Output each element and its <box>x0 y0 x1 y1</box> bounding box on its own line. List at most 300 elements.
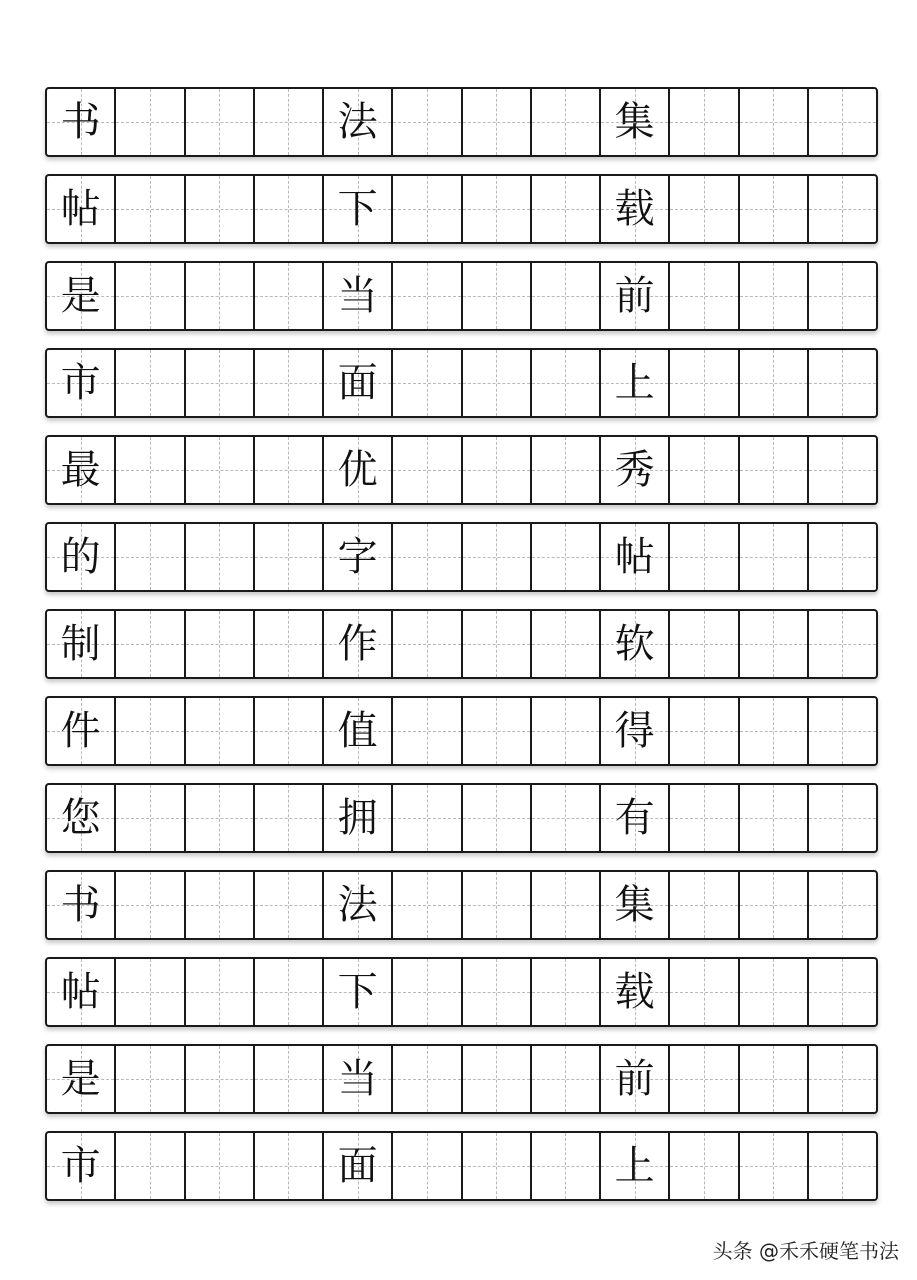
model-character <box>255 1133 322 1199</box>
model-character <box>186 263 253 329</box>
tian-grid-cell <box>809 611 876 677</box>
model-character: 值 <box>337 708 378 754</box>
model-character <box>670 611 737 677</box>
tian-grid-cell <box>601 959 670 1025</box>
tian-grid-cell <box>740 350 809 416</box>
model-character <box>740 263 807 329</box>
model-character <box>670 437 737 503</box>
tian-grid-cell <box>809 176 876 242</box>
tian-grid-cell <box>809 524 876 590</box>
model-character <box>670 785 737 851</box>
model-character <box>186 959 253 1025</box>
tian-grid-cell <box>809 1046 876 1112</box>
model-character <box>532 872 599 938</box>
tian-grid-cell <box>601 1046 670 1112</box>
tian-grid-cell <box>809 437 876 503</box>
model-character <box>809 698 876 764</box>
practice-row <box>45 261 878 331</box>
tian-grid-cell <box>670 350 739 416</box>
tian-grid-cell <box>255 437 324 503</box>
model-character: 帖 <box>60 969 101 1015</box>
tian-grid-cell <box>601 611 670 677</box>
model-character <box>393 1133 460 1199</box>
tian-grid-cell <box>532 263 601 329</box>
tian-grid-cell <box>324 611 393 677</box>
tian-grid-cell <box>393 959 462 1025</box>
model-character: 书 <box>60 882 101 928</box>
tian-grid-cell <box>532 524 601 590</box>
tian-grid-cell <box>393 1046 462 1112</box>
model-character <box>393 959 460 1025</box>
tian-grid-cell <box>324 437 393 503</box>
tian-grid-cell <box>740 437 809 503</box>
tian-grid-cell <box>186 350 255 416</box>
tian-grid-cell <box>324 263 393 329</box>
tian-grid-cell <box>532 698 601 764</box>
model-character <box>255 263 322 329</box>
tian-grid-cell <box>601 1133 670 1199</box>
model-character <box>463 959 530 1025</box>
model-character: 当 <box>337 273 378 319</box>
model-character: 面 <box>337 1143 378 1189</box>
tian-grid-cell <box>740 872 809 938</box>
tian-grid-cell <box>670 698 739 764</box>
practice-row <box>45 1131 878 1201</box>
practice-row <box>45 174 878 244</box>
model-character: 书 <box>60 99 101 145</box>
tian-grid-cell <box>255 1133 324 1199</box>
tian-grid-cell <box>670 89 739 155</box>
tian-grid-cell <box>740 263 809 329</box>
model-character <box>670 263 737 329</box>
tian-grid-cell <box>116 698 185 764</box>
model-character <box>186 872 253 938</box>
tian-grid-cell <box>532 1133 601 1199</box>
model-character <box>393 176 460 242</box>
tian-grid-cell <box>186 785 255 851</box>
model-character: 集 <box>614 99 655 145</box>
model-character: 前 <box>614 1056 655 1102</box>
tian-grid-cell <box>393 698 462 764</box>
model-character <box>116 698 183 764</box>
tian-grid-cell <box>186 611 255 677</box>
model-character <box>670 524 737 590</box>
tian-grid-cell <box>116 959 185 1025</box>
tian-grid-cell <box>670 611 739 677</box>
tian-grid-cell <box>255 785 324 851</box>
model-character <box>393 263 460 329</box>
tian-grid-cell <box>463 89 532 155</box>
tian-grid-cell <box>47 89 116 155</box>
tian-grid-cell <box>324 89 393 155</box>
model-character <box>532 263 599 329</box>
model-character: 制 <box>60 621 101 667</box>
model-character: 当 <box>337 1056 378 1102</box>
model-character <box>740 89 807 155</box>
tian-grid-cell <box>670 176 739 242</box>
tian-grid-cell <box>532 89 601 155</box>
tian-grid-cell <box>47 785 116 851</box>
model-character <box>186 611 253 677</box>
model-character: 市 <box>60 1143 101 1189</box>
practice-row <box>45 87 878 157</box>
model-character <box>116 263 183 329</box>
model-character <box>532 611 599 677</box>
tian-grid-cell <box>186 524 255 590</box>
model-character <box>255 350 322 416</box>
tian-grid-cell <box>47 524 116 590</box>
model-character <box>393 698 460 764</box>
tian-grid-cell <box>393 611 462 677</box>
model-character <box>740 1046 807 1112</box>
model-character: 集 <box>614 882 655 928</box>
model-character <box>463 1046 530 1112</box>
tian-grid-cell <box>670 1133 739 1199</box>
model-character <box>809 1046 876 1112</box>
tian-grid-cell <box>601 176 670 242</box>
model-character <box>186 524 253 590</box>
model-character <box>463 872 530 938</box>
model-character <box>532 176 599 242</box>
tian-grid-cell <box>186 263 255 329</box>
model-character <box>740 350 807 416</box>
model-character <box>463 524 530 590</box>
model-character <box>809 959 876 1025</box>
tian-grid-cell <box>116 350 185 416</box>
model-character <box>116 350 183 416</box>
tian-grid-cell <box>601 437 670 503</box>
tian-grid-cell <box>463 1046 532 1112</box>
model-character <box>670 698 737 764</box>
model-character <box>116 176 183 242</box>
tian-grid-cell <box>324 1133 393 1199</box>
model-character <box>393 785 460 851</box>
model-character <box>463 611 530 677</box>
model-character <box>186 89 253 155</box>
tian-grid-cell <box>740 611 809 677</box>
model-character <box>463 350 530 416</box>
model-character: 最 <box>60 447 101 493</box>
tian-grid-cell <box>809 350 876 416</box>
tian-grid-cell <box>47 350 116 416</box>
tian-grid-cell <box>670 524 739 590</box>
model-character <box>463 89 530 155</box>
model-character <box>740 437 807 503</box>
tian-grid-cell <box>393 872 462 938</box>
tian-grid-cell <box>393 350 462 416</box>
tian-grid-cell <box>116 785 185 851</box>
tian-grid-cell <box>393 437 462 503</box>
tian-grid-cell <box>393 524 462 590</box>
model-character <box>255 698 322 764</box>
model-character: 法 <box>337 882 378 928</box>
model-character <box>186 350 253 416</box>
tian-grid-cell <box>255 872 324 938</box>
model-character: 上 <box>614 1143 655 1189</box>
tian-grid-cell <box>463 524 532 590</box>
model-character <box>116 872 183 938</box>
tian-grid-cell <box>324 872 393 938</box>
tian-grid-cell <box>47 1133 116 1199</box>
model-character <box>255 437 322 503</box>
model-character <box>463 437 530 503</box>
tian-grid-cell <box>116 437 185 503</box>
model-character: 下 <box>337 969 378 1015</box>
model-character <box>255 785 322 851</box>
model-character <box>740 176 807 242</box>
model-character <box>116 785 183 851</box>
model-character <box>532 1133 599 1199</box>
tian-grid-cell <box>324 698 393 764</box>
tian-grid-cell <box>255 611 324 677</box>
tian-grid-cell <box>809 89 876 155</box>
tian-grid-cell <box>255 698 324 764</box>
model-character: 市 <box>60 360 101 406</box>
tian-grid-cell <box>324 524 393 590</box>
model-character <box>116 524 183 590</box>
tian-grid-cell <box>324 1046 393 1112</box>
watermark: 头条 @禾禾硬笔书法 <box>712 1239 899 1263</box>
model-character <box>116 959 183 1025</box>
tian-grid-cell <box>463 611 532 677</box>
tian-grid-cell <box>670 437 739 503</box>
practice-row <box>45 522 878 592</box>
model-character: 优 <box>337 447 378 493</box>
tian-grid-cell <box>47 176 116 242</box>
tian-grid-cell <box>463 872 532 938</box>
tian-grid-cell <box>670 785 739 851</box>
tian-grid-cell <box>740 959 809 1025</box>
tian-grid-cell <box>670 1046 739 1112</box>
tian-grid-cell <box>324 959 393 1025</box>
tian-grid-cell <box>809 263 876 329</box>
tian-grid-cell <box>601 350 670 416</box>
tian-grid-cell <box>809 872 876 938</box>
model-character <box>740 698 807 764</box>
model-character <box>186 785 253 851</box>
tian-grid-cell <box>393 176 462 242</box>
tian-grid-cell <box>116 176 185 242</box>
model-character <box>809 872 876 938</box>
model-character: 件 <box>60 708 101 754</box>
model-character <box>809 437 876 503</box>
practice-row <box>45 609 878 679</box>
tian-grid-cell <box>740 785 809 851</box>
model-character: 面 <box>337 360 378 406</box>
model-character <box>393 89 460 155</box>
tian-grid-cell <box>532 437 601 503</box>
tian-grid-cell <box>47 698 116 764</box>
model-character <box>809 1133 876 1199</box>
tian-grid-cell <box>740 1046 809 1112</box>
model-character: 法 <box>337 99 378 145</box>
tian-grid-cell <box>47 959 116 1025</box>
model-character <box>532 1046 599 1112</box>
model-character: 有 <box>614 795 655 841</box>
model-character <box>116 437 183 503</box>
tian-grid-cell <box>186 1046 255 1112</box>
tian-grid-cell <box>186 959 255 1025</box>
model-character: 帖 <box>60 186 101 232</box>
model-character <box>670 872 737 938</box>
model-character <box>809 350 876 416</box>
tian-grid-cell <box>393 263 462 329</box>
model-character <box>186 1133 253 1199</box>
tian-grid-cell <box>47 611 116 677</box>
tian-grid-cell <box>116 611 185 677</box>
tian-grid-cell <box>255 263 324 329</box>
model-character <box>809 785 876 851</box>
model-character <box>740 785 807 851</box>
practice-row <box>45 435 878 505</box>
model-character <box>393 611 460 677</box>
tian-grid-cell <box>116 524 185 590</box>
tian-grid-cell <box>670 263 739 329</box>
tian-grid-cell <box>186 437 255 503</box>
model-character <box>532 785 599 851</box>
practice-row <box>45 348 878 418</box>
model-character: 前 <box>614 273 655 319</box>
tian-grid-cell <box>463 350 532 416</box>
tian-grid-cell <box>47 1046 116 1112</box>
tian-grid-cell <box>255 524 324 590</box>
tian-grid-cell <box>740 89 809 155</box>
model-character <box>532 89 599 155</box>
model-character <box>740 872 807 938</box>
model-character <box>532 959 599 1025</box>
model-character: 帖 <box>614 534 655 580</box>
tian-grid-cell <box>255 959 324 1025</box>
model-character <box>186 437 253 503</box>
model-character <box>532 524 599 590</box>
tian-grid-cell <box>324 785 393 851</box>
model-character <box>809 524 876 590</box>
tian-grid-cell <box>532 785 601 851</box>
model-character <box>186 176 253 242</box>
model-character <box>740 1133 807 1199</box>
practice-row <box>45 1044 878 1114</box>
model-character <box>393 350 460 416</box>
tian-grid-cell <box>740 176 809 242</box>
model-character <box>670 350 737 416</box>
tian-grid-cell <box>255 176 324 242</box>
model-character <box>255 872 322 938</box>
tian-grid-cell <box>463 263 532 329</box>
model-character <box>670 959 737 1025</box>
model-character <box>186 698 253 764</box>
model-character: 您 <box>60 795 101 841</box>
model-character <box>255 524 322 590</box>
tian-grid-cell <box>186 89 255 155</box>
tian-grid-cell <box>670 959 739 1025</box>
tian-grid-cell <box>809 1133 876 1199</box>
tian-grid-cell <box>532 611 601 677</box>
model-character <box>116 1046 183 1112</box>
model-character <box>532 350 599 416</box>
model-character <box>463 785 530 851</box>
model-character <box>740 611 807 677</box>
model-character: 秀 <box>614 447 655 493</box>
tian-grid-cell <box>393 785 462 851</box>
model-character <box>740 959 807 1025</box>
model-character <box>255 89 322 155</box>
tian-grid-cell <box>601 785 670 851</box>
model-character <box>809 263 876 329</box>
model-character: 的 <box>60 534 101 580</box>
tian-grid-cell <box>463 176 532 242</box>
model-character <box>255 1046 322 1112</box>
model-character <box>670 1046 737 1112</box>
model-character <box>116 1133 183 1199</box>
model-character <box>116 611 183 677</box>
model-character: 是 <box>60 1056 101 1102</box>
model-character: 得 <box>614 708 655 754</box>
tian-grid-cell <box>601 524 670 590</box>
model-character: 载 <box>614 186 655 232</box>
tian-grid-cell <box>186 1133 255 1199</box>
practice-row <box>45 870 878 940</box>
model-character <box>255 611 322 677</box>
model-character <box>670 89 737 155</box>
tian-grid-cell <box>532 176 601 242</box>
tian-grid-cell <box>116 1046 185 1112</box>
tian-grid-cell <box>324 176 393 242</box>
model-character: 载 <box>614 969 655 1015</box>
model-character: 是 <box>60 273 101 319</box>
model-character <box>532 437 599 503</box>
tian-grid-cell <box>740 524 809 590</box>
tian-grid-cell <box>740 1133 809 1199</box>
tian-grid-cell <box>532 1046 601 1112</box>
model-character: 字 <box>337 534 378 580</box>
tian-grid-cell <box>186 872 255 938</box>
practice-row <box>45 957 878 1027</box>
tian-grid-cell <box>186 698 255 764</box>
model-character: 软 <box>614 621 655 667</box>
tian-grid-cell <box>463 785 532 851</box>
tian-grid-cell <box>601 872 670 938</box>
tian-grid-cell <box>463 959 532 1025</box>
model-character <box>809 611 876 677</box>
tian-grid-cell <box>532 350 601 416</box>
model-character: 上 <box>614 360 655 406</box>
tian-grid-cell <box>532 872 601 938</box>
tian-grid-cell <box>116 1133 185 1199</box>
tian-grid-cell <box>601 698 670 764</box>
tian-grid-cell <box>809 959 876 1025</box>
model-character: 作 <box>337 621 378 667</box>
tian-grid-cell <box>601 263 670 329</box>
model-character <box>393 1046 460 1112</box>
tian-grid-cell <box>463 437 532 503</box>
tian-grid-cell <box>116 872 185 938</box>
tian-grid-cell <box>116 89 185 155</box>
model-character <box>116 89 183 155</box>
model-character <box>393 524 460 590</box>
tian-grid-cell <box>255 350 324 416</box>
model-character <box>463 698 530 764</box>
tian-grid-cell <box>116 263 185 329</box>
model-character <box>809 176 876 242</box>
model-character <box>532 698 599 764</box>
tian-grid-cell <box>47 263 116 329</box>
model-character <box>463 176 530 242</box>
model-character <box>393 437 460 503</box>
tian-grid-cell <box>809 785 876 851</box>
tian-grid-cell <box>47 872 116 938</box>
tian-grid-cell <box>670 872 739 938</box>
model-character <box>670 176 737 242</box>
